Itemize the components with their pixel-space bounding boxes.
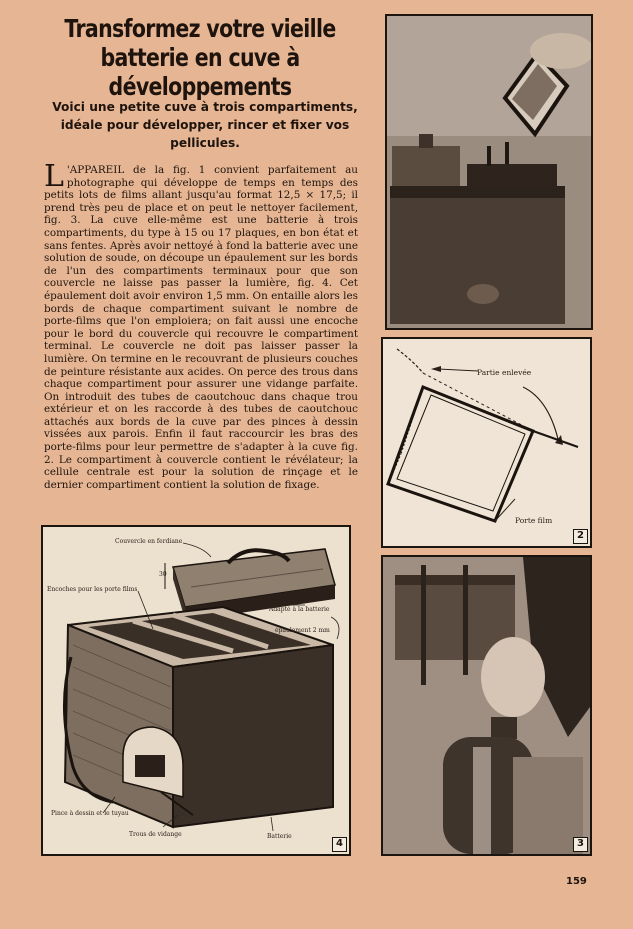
label-film-holder: Porte film	[515, 516, 553, 525]
label-battery: Batterie	[267, 833, 292, 840]
body-paragraph: 'APPAREIL de la fig. 1 convient parfaitement au photographe qui développe de temps en temps des petits lots de films allant jusqu'au format 12,5 × 17,5; il prend très peu de place et on peut le nettoyer facilement, fig. 3. La cuve elle-même est une batterie à trois compartiments, du type à 15 ou 17 plaques, en bon état et sans fentes. Après avoir nettoyé à fond la batterie avec une solution de soude, on découpe un épaulement sur les bords de l'un des compartiments terminaux pour que son couvercle ne laisse pas passer la lumière, fig. 4. Cet épaulement doit avoir environ 1,5 mm. On entaille alors les bords de chaque compartiment suivant le nombre de porte-films que l'on emploiera; on fait aussi une encoche pour le bord du couvercle qui recouvre le compartiment terminal. Le couvercle ne doit pas laisser passer la lumière. On termine en le recouvrant de plusieurs couches de peinture résistante aux acides. On perce des trous dans chaque compartiment pour assurer une vidange parfaite. On introduit des tubes de caoutchouc dans chaque trou extérieur et on les raccorde à des tubes de caoutchouc attachés aux bords de la cuve par des pinces à dessin vissées aux parois. Enfin il faut raccourcir les bras des porte-films pour leur permettre de s'adapter à la cuve fig. 2. Le compartiment à couvercle contient le révélateur; la cellule centrale est pour la solution de rinçage et le dernier compartiment contient la solution de fixage.	[44, 164, 358, 491]
label-lid: Couvercle en ferdiane	[115, 538, 183, 545]
label-notches: Encoches pour les porte films	[47, 586, 138, 593]
figure-2-diagram	[381, 337, 592, 548]
label-part-removed: Partie enlevée	[477, 368, 532, 377]
article-subtitle: Voici une petite cuve à trois compartiments, idéale pour développer, rincer et fixer vos pellicules.	[52, 100, 358, 150]
figure-number-4: 4	[332, 837, 347, 852]
figure-4-diagram	[41, 525, 351, 856]
label-dimension: 30	[159, 571, 167, 578]
page-number: 159	[566, 876, 587, 887]
article-body	[44, 159, 358, 491]
label-drain-holes: Trous de vidange	[129, 831, 182, 838]
figure-1-photo	[385, 14, 593, 330]
label-fitted: Adapté à la batterie	[269, 606, 330, 613]
figure-number-2: 2	[573, 529, 588, 544]
article-title: Transformez votre vieille batterie en cuve à développements	[64, 14, 336, 101]
label-clamp: Pince à dessin et le tuyau	[51, 810, 129, 817]
tank-photo-illustration	[387, 16, 591, 328]
figure-number-3: 3	[573, 837, 588, 852]
pouring-photo-illustration	[383, 557, 590, 854]
label-shoulder: épaulement 2 mm	[275, 627, 330, 634]
drop-cap: L	[44, 159, 64, 194]
figure-3-photo	[381, 555, 592, 856]
battery-tank-diagram	[43, 527, 349, 854]
